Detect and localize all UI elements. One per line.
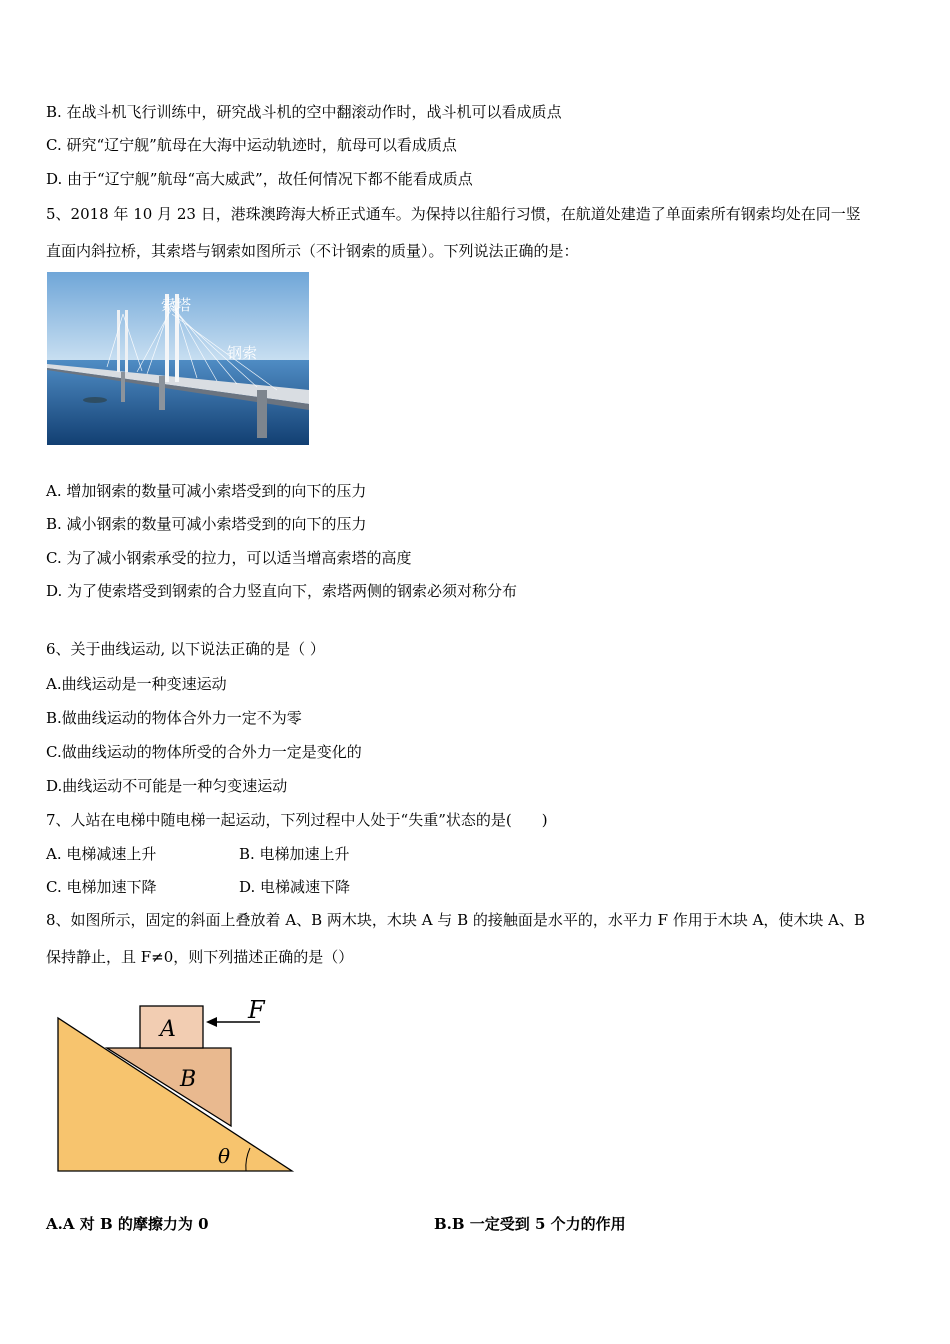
q8-option-b: B.B 一定受到 5 个力的作用 xyxy=(434,1215,626,1233)
q7-option-c: C. 电梯加速下降 xyxy=(46,878,157,896)
label-b: B xyxy=(180,1067,197,1092)
q4-option-d: D. 由于“辽宁舰”航母“高大威武”，故任何情况下都不能看成质点 xyxy=(46,170,473,188)
q8-stem-line2: 保持静止，且 F≠0，则下列描述正确的是（） xyxy=(46,948,354,966)
q5-option-c: C. 为了减小钢索承受的拉力，可以适当增高索塔的高度 xyxy=(46,549,412,567)
force-arrowhead xyxy=(206,1017,217,1027)
q6-option-a: A.曲线运动是一种变速运动 xyxy=(46,675,227,693)
q8-stem-line1: 8、如图所示，固定的斜面上叠放着 A、B 两木块，木块 A 与 B 的接触面是水平的，水平力 F 作用于木块 A，使木块 A、B xyxy=(46,911,866,929)
q5-stem-line2: 直面内斜拉桥，其索塔与钢索如图所示（不计钢索的质量）。下列说法正确的是： xyxy=(46,242,579,260)
q5-option-a: A. 增加钢索的数量可减小索塔受到的向下的压力 xyxy=(46,482,367,500)
q6-stem: 6、关于曲线运动, 以下说法正确的是（ ） xyxy=(46,640,325,658)
q7-stem: 7、人站在电梯中随电梯一起运动，下列过程中人处于“失重”状态的是( ) xyxy=(46,811,548,829)
q6-option-b: B.做曲线运动的物体合外力一定不为零 xyxy=(46,709,302,727)
q7-option-d: D. 电梯减速下降 xyxy=(239,878,351,896)
label-a: A xyxy=(160,1017,176,1042)
q7-option-a: A. 电梯减速上升 xyxy=(46,845,157,863)
photo-label-tower: 索塔 xyxy=(161,296,192,314)
q8-option-a: A.A 对 B 的摩擦力为 0 xyxy=(46,1215,209,1233)
q6-option-d: D.曲线运动不可能是一种匀变速运动 xyxy=(46,777,288,795)
incline-diagram xyxy=(50,996,300,1176)
photo-label-cable: 钢索 xyxy=(227,344,258,362)
q6-option-c: C.做曲线运动的物体所受的合外力一定是变化的 xyxy=(46,743,362,761)
bridge-photo xyxy=(47,272,309,445)
q5-option-b: B. 减小钢索的数量可减小索塔受到的向下的压力 xyxy=(46,515,367,533)
q4-option-c: C. 研究“辽宁舰”航母在大海中运动轨迹时，航母可以看成质点 xyxy=(46,136,457,154)
label-f: F xyxy=(248,996,265,1024)
bridge-illustration xyxy=(47,272,309,445)
q5-stem-line1: 5、2018 年 10 月 23 日，港珠澳跨海大桥正式通车。为保持以往船行习惯，在航道处建造了单面索所有钢索均处在同一竖 xyxy=(46,205,861,223)
q4-option-b: B. 在战斗机飞行训练中，研究战斗机的空中翻滚动作时，战斗机可以看成质点 xyxy=(46,103,562,121)
label-theta: θ xyxy=(218,1144,231,1168)
q7-option-b: B. 电梯加速上升 xyxy=(239,845,350,863)
q5-option-d: D. 为了使索塔受到钢索的合力竖直向下，索塔两侧的钢索必须对称分布 xyxy=(46,582,518,600)
